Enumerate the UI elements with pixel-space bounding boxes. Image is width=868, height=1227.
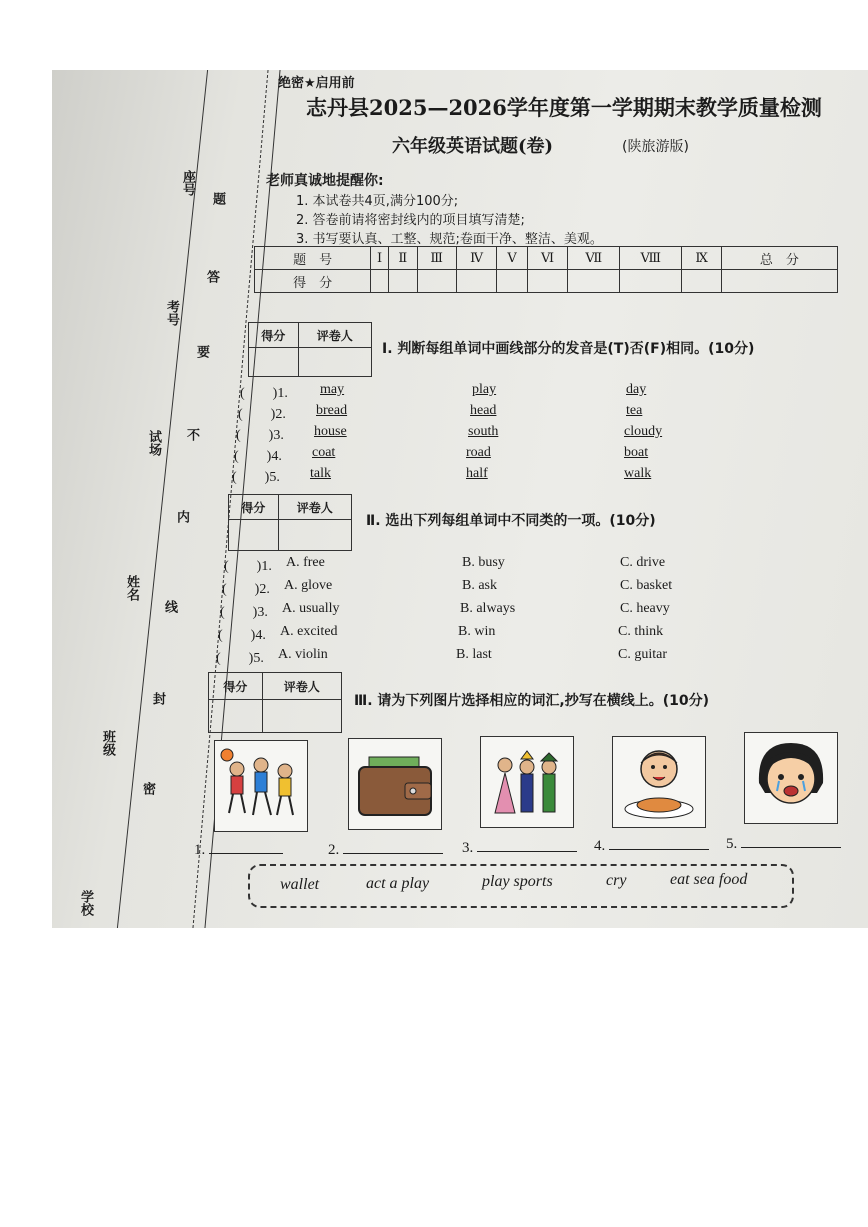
word-bank — [248, 864, 794, 908]
section2-option-c: C. heavy — [620, 601, 670, 616]
score-cell: Ⅵ — [527, 247, 568, 270]
seal-char: 要 — [194, 345, 209, 358]
score-cell: Ⅸ — [682, 247, 721, 270]
answer-blank[interactable] — [462, 840, 577, 857]
boy-eating-fish-picture — [612, 736, 706, 828]
section1-word-b: road — [466, 445, 491, 460]
section1-word-a: coat — [312, 445, 336, 460]
word-bank-item: cry — [606, 872, 627, 889]
reminder-item: 2. 答卷前请将密封线内的项目填写清楚; — [296, 213, 525, 228]
section1-item-number: ( )3. — [236, 428, 284, 443]
section2-option-a: A. usually — [282, 601, 340, 616]
grader-score-label: 得分 — [249, 323, 299, 348]
actors-in-costume-picture — [480, 736, 574, 828]
section2-option-a: A. violin — [278, 647, 328, 662]
section1-word-c: walk — [624, 466, 652, 481]
eating-seafood-icon — [613, 737, 705, 827]
word-bank-item: eat sea food — [670, 871, 748, 888]
exam-subtitle: 六年级英语试题(卷) — [392, 136, 554, 157]
section1-item-number: ( )1. — [240, 386, 288, 401]
score-cell: Ⅱ — [388, 247, 417, 270]
section2-item-number: ( )5. — [216, 651, 264, 666]
section2-title: Ⅱ. 选出下列每组单词中不同类的一项。(10分) — [366, 513, 656, 529]
section1-word-b: play — [472, 382, 497, 397]
section1-word-a: bread — [316, 403, 348, 418]
reminder-item: 1. 本试卷共4页,满分100分; — [296, 194, 459, 209]
word-bank-item: play sports — [482, 873, 553, 890]
score-cell: Ⅲ — [417, 247, 456, 270]
crying-icon — [745, 733, 837, 823]
section2-option-b: B. ask — [462, 578, 497, 593]
answer-blank[interactable] — [594, 838, 709, 855]
exam-number-label: 考号 — [164, 300, 179, 326]
exam-title: 志丹县2025—2026学年度第一学期期末教学质量检测 — [306, 95, 822, 120]
blank-number: 3. — [462, 840, 474, 856]
section2-option-b: B. last — [456, 647, 492, 662]
score-cell: 总 分 — [721, 247, 837, 270]
section1-word-b: half — [466, 466, 488, 481]
section1-word-c: day — [626, 382, 647, 397]
score-cell: Ⅴ — [497, 247, 527, 270]
seat-number-label: 座号 — [180, 170, 195, 196]
section1-word-b: south — [468, 424, 499, 439]
section2-option-a: A. free — [286, 555, 325, 570]
seal-char: 密 — [140, 782, 155, 795]
seal-char: 题 — [210, 192, 225, 205]
section2-item-number: ( )4. — [218, 628, 266, 643]
school-label: 学校 — [78, 890, 93, 916]
section2-option-a: A. glove — [284, 578, 333, 593]
section1-word-c: boat — [624, 445, 649, 460]
score-table-header-row — [255, 247, 838, 270]
section1-item-number: ( )5. — [232, 470, 280, 485]
section2-option-c: C. basket — [620, 578, 673, 593]
score-cell: 题 号 — [255, 247, 371, 270]
section1-item-number: ( )4. — [234, 449, 282, 464]
section1-word-c: tea — [626, 403, 643, 418]
answer-blank[interactable] — [726, 836, 841, 853]
grader-score-label: 得分 — [209, 673, 263, 700]
grader-box — [228, 494, 352, 551]
section2-option-a: A. excited — [280, 624, 338, 639]
reminder-item: 3. 书写要认真、工整、规范;卷面干净、整洁、美观。 — [296, 232, 603, 247]
exam-room-label: 试场 — [146, 430, 161, 456]
seal-char: 封 — [150, 692, 165, 705]
name-label: 姓名 — [124, 575, 139, 601]
word-bank-item: act a play — [366, 875, 430, 892]
section2-option-c: C. drive — [620, 555, 666, 570]
section2-option-b: B. win — [458, 624, 496, 639]
answer-blank[interactable] — [328, 842, 443, 859]
answer-blank[interactable] — [194, 842, 283, 859]
section2-option-c: C. guitar — [618, 647, 667, 662]
section1-word-c: cloudy — [624, 424, 663, 439]
section1-word-b: head — [470, 403, 497, 418]
grader-score-label: 得分 — [229, 495, 279, 520]
confidential-note: 绝密★启用前 — [278, 76, 355, 91]
word-bank-item: wallet — [280, 876, 320, 893]
seal-char: 不 — [184, 428, 199, 441]
grader-marker-label: 评卷人 — [278, 495, 351, 520]
blank-number: 5. — [726, 836, 738, 852]
wallet-picture — [348, 738, 442, 830]
grader-marker-label: 评卷人 — [262, 673, 341, 700]
section2-option-b: B. busy — [462, 555, 505, 570]
score-cell: 得 分 — [255, 270, 371, 293]
seal-char: 内 — [174, 510, 189, 523]
seal-char: 答 — [204, 270, 219, 283]
section2-item-number: ( )1. — [224, 559, 272, 574]
section1-word-a: talk — [310, 466, 331, 481]
exam-edition: (陕旅游版) — [622, 139, 689, 155]
score-table — [254, 246, 838, 293]
grader-marker-label: 评卷人 — [298, 323, 371, 348]
exam-paper — [52, 70, 868, 928]
section1-item-number: ( )2. — [238, 407, 286, 422]
blank-number: 1. — [194, 842, 206, 858]
reminder-heading: 老师真诚地提醒你: — [266, 173, 384, 189]
section2-item-number: ( )3. — [220, 605, 268, 620]
exam-photo — [52, 70, 868, 928]
girl-crying-picture — [744, 732, 838, 824]
children-playing-sports-picture — [214, 740, 308, 832]
section2-option-c: C. think — [618, 624, 664, 639]
section1-title: Ⅰ. 判断每组单词中画线部分的发音是(T)否(F)相同。(10分) — [382, 341, 755, 357]
binding-line — [117, 70, 208, 928]
wallet-icon — [349, 739, 441, 829]
blank-number: 4. — [594, 838, 606, 854]
section2-option-b: B. always — [460, 601, 516, 616]
actors-icon — [481, 737, 573, 827]
score-cell: Ⅰ — [371, 247, 389, 270]
score-cell: Ⅶ — [568, 247, 620, 270]
grader-box — [248, 322, 372, 377]
score-table-score-row — [255, 270, 838, 293]
section2-item-number: ( )2. — [222, 582, 270, 597]
section1-word-a: may — [320, 382, 345, 397]
class-label: 班级 — [100, 730, 115, 756]
section3-title: Ⅲ. 请为下列图片选择相应的词汇,抄写在横线上。(10分) — [354, 693, 710, 709]
score-cell: Ⅷ — [620, 247, 682, 270]
section1-word-a: house — [314, 424, 347, 439]
seal-char: 线 — [162, 600, 177, 613]
score-cell: Ⅳ — [456, 247, 497, 270]
children-sports-icon — [215, 741, 307, 831]
blank-number: 2. — [328, 842, 340, 858]
grader-box — [208, 672, 342, 733]
